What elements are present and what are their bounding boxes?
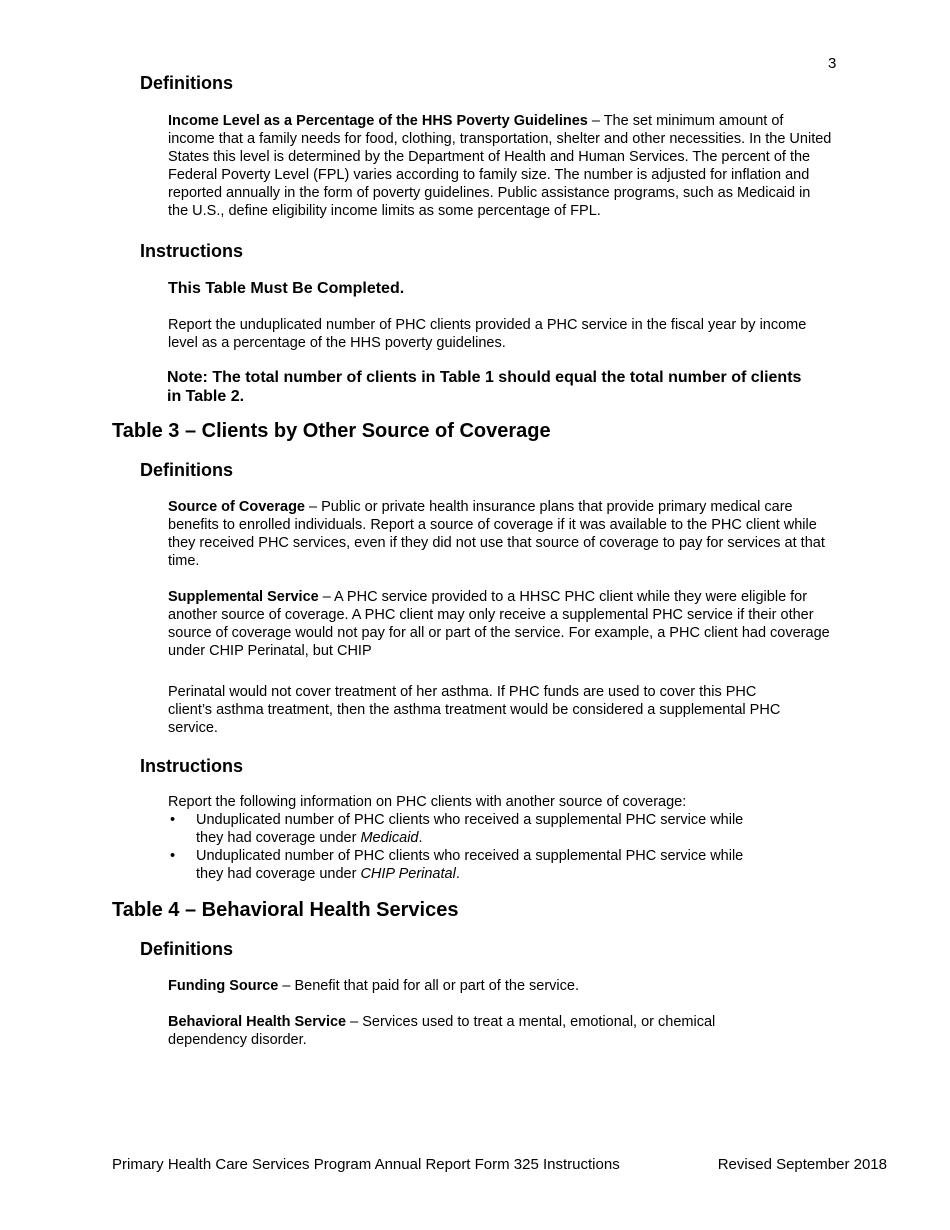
footer-revision-date: Revised September 2018 [717, 1156, 887, 1173]
report-instruction: Report the unduplicated number of PHC clients provided a PHC service in the fiscal year by income level as a percentage of the HHS poverty guidelines. [168, 317, 807, 351]
source-of-coverage-text: – Public or private health insurance plans that provide primary medical care benefits to enrolled individuals. Report a source of coverage if it was available to the PHC client while they received PHC services, even if they did not use that source of coverage to pay for services at that time. [168, 499, 825, 569]
bullet-chip-text: Unduplicated number of PHC clients who received a supplemental PHC service while they had coverage under [196, 848, 744, 882]
page-content [112, 72, 842, 1049]
supplemental-service-text: – A PHC service provided to a HHSC PHC client while they were eligible for another source of coverage. A PHC client may only receive a supplemental PHC service if their other source of coverage would not pay for all or part of the service. For example, a PHC client had coverage under CHIP Perinatal, but CHIP [168, 589, 830, 659]
instructions-heading: Instructions [140, 241, 244, 261]
funding-source-term: Funding Source [168, 978, 279, 994]
table-3-definitions-heading: Definitions [140, 460, 233, 480]
behavioral-health-term: Behavioral Health Service [168, 1014, 347, 1030]
table-must-be-completed: This Table Must Be Completed. [168, 280, 405, 297]
funding-source-definition [168, 977, 842, 995]
list-item [168, 811, 768, 847]
supplemental-service-definition [168, 588, 833, 660]
coverage-report-intro: Report the following information on PHC clients with another source of coverage: [168, 794, 687, 810]
bullet-chip-end: . [455, 866, 460, 882]
bullet-medicaid-text: Unduplicated number of PHC clients who received a supplemental PHC service while they had coverage under [196, 812, 744, 846]
page-number: 3 [828, 55, 837, 72]
table-3-instructions-heading: Instructions [140, 756, 244, 776]
supplemental-service-term: Supplemental Service [168, 589, 319, 605]
behavioral-health-text: – Services used to treat a mental, emotional, or chemical dependency disorder. [168, 1014, 716, 1048]
list-item [168, 847, 768, 883]
source-of-coverage-definition [168, 498, 836, 570]
perinatal-paragraph: Perinatal would not cover treatment of her asthma. If PHC funds are used to cover this PHC client’s asthma treatment, then the asthma treatment would be considered a supplemental PHC service. [168, 684, 781, 736]
funding-source-text: – Benefit that paid for all or part of the service. [278, 978, 579, 994]
footer-document-title: Primary Health Care Services Program Annual Report Form 325 Instructions [112, 1156, 620, 1173]
bullet-chip-emphasis: CHIP Perinatal [360, 866, 456, 882]
table-4-definitions-heading: Definitions [140, 939, 233, 959]
table-total-note: Note: The total number of clients in Table 1 should equal the total number of clients in Table 2. [167, 369, 802, 405]
page-footer [112, 1156, 887, 1173]
income-level-text: – The set minimum amount of income that a family needs for food, clothing, transportation, shelter and other necessities. In the United States this level is determined by the Department of Health and Human Services. The percent of the Federal Poverty Level (FPL) varies according to family size. The number is adjusted for inflation and reported annually in the form of poverty guidelines. Public assistance programs, such as Medicaid in the U.S., define eligibility income limits as some percentage of FPL. [168, 113, 832, 219]
table-3-title: Table 3 – Clients by Other Source of Coverage [112, 420, 551, 442]
definitions-heading: Definitions [140, 73, 233, 93]
source-of-coverage-term: Source of Coverage [168, 499, 305, 515]
coverage-bullet-list [168, 811, 768, 883]
behavioral-health-definition [168, 1013, 768, 1049]
income-level-term: Income Level as a Percentage of the HHS Poverty Guidelines [168, 113, 588, 129]
bullet-medicaid-emphasis: Medicaid [360, 830, 419, 846]
income-level-definition [168, 112, 833, 220]
table-4-title: Table 4 – Behavioral Health Services [112, 899, 459, 921]
bullet-medicaid-end: . [418, 830, 423, 846]
